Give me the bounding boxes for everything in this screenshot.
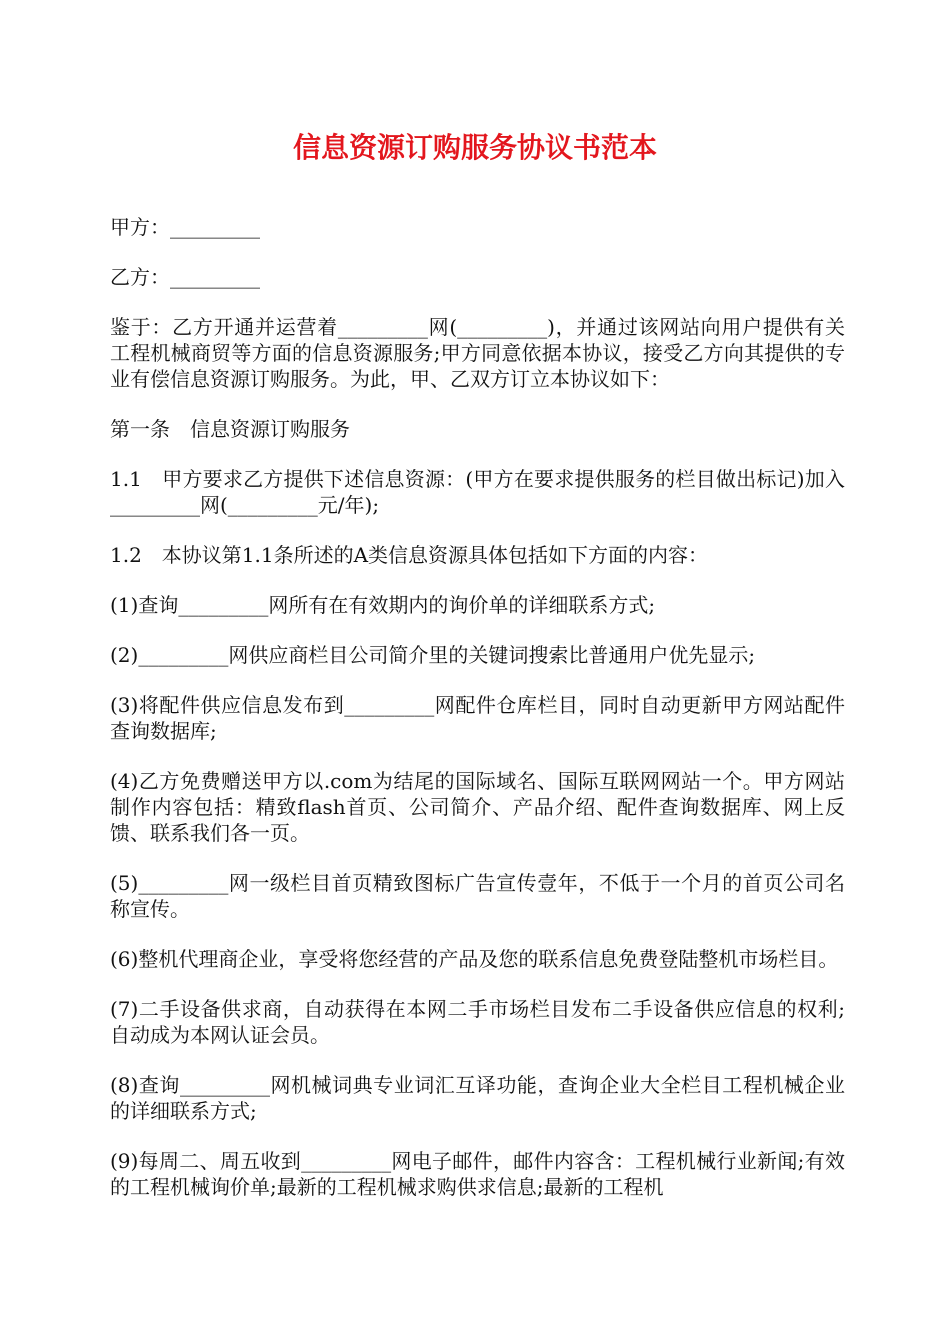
preamble-paragraph: 鉴于：乙方开通并运营着_________网(_________)，并通过该网站向用户提供有关工程机械商贸等方面的信息资源服务;甲方同意依据本协议，接受乙方向其提供的专业有偿信息资源订购服务。为此，甲、乙双方订立本协议如下： — [110, 315, 845, 391]
clause-1-2: 1.2 本协议第1.1条所述的A类信息资源具体包括如下方面的内容： — [110, 543, 709, 567]
list-item-8: (8)查询_________网机械词典专业词汇互译功能，查询企业大全栏目工程机械企业的详细联系方式; — [110, 1073, 845, 1123]
party-b-line: 乙方：_________ — [110, 265, 260, 289]
party-a-line: 甲方：_________ — [110, 215, 260, 239]
list-item-5: (5)_________网一级栏目首页精致图标广告宣传壹年，不低于一个月的首页公司名称宣传。 — [110, 871, 845, 921]
list-item-1: (1)查询_________网所有在有效期内的询价单的详细联系方式; — [110, 593, 656, 617]
article-heading: 第一条 信息资源订购服务 — [110, 417, 350, 441]
document-title: 信息资源订购服务协议书范本 — [292, 131, 657, 164]
clause-1-1: 1.1 甲方要求乙方提供下述信息资源：(甲方在要求提供服务的栏目做出标记)加入_________网(_________元/年); — [110, 467, 845, 517]
list-item-9: (9)每周二、周五收到_________网电子邮件，邮件内容含：工程机械行业新闻;有效的工程机械询价单;最新的工程机械求购供求信息;最新的工程机 — [110, 1149, 845, 1199]
list-item-6: (6)整机代理商企业，享受将您经营的产品及您的联系信息免费登陆整机市场栏目。 — [110, 947, 839, 971]
list-item-2: (2)_________网供应商栏目公司简介里的关键词搜索比普通用户优先显示; — [110, 643, 756, 667]
document-body — [110, 214, 845, 1224]
list-item-4: (4)乙方免费赠送甲方以.com为结尾的国际域名、国际互联网网站一个。甲方网站制作内容包括：精致flash首页、公司简介、产品介绍、配件查询数据库、网上反馈、联系我们各一页。 — [110, 769, 845, 845]
list-item-7: (7)二手设备供求商，自动获得在本网二手市场栏目发布二手设备供应信息的权利;自动成为本网认证会员。 — [110, 997, 845, 1047]
list-item-3: (3)将配件供应信息发布到_________网配件仓库栏目，同时自动更新甲方网站配件查询数据库; — [110, 693, 845, 743]
